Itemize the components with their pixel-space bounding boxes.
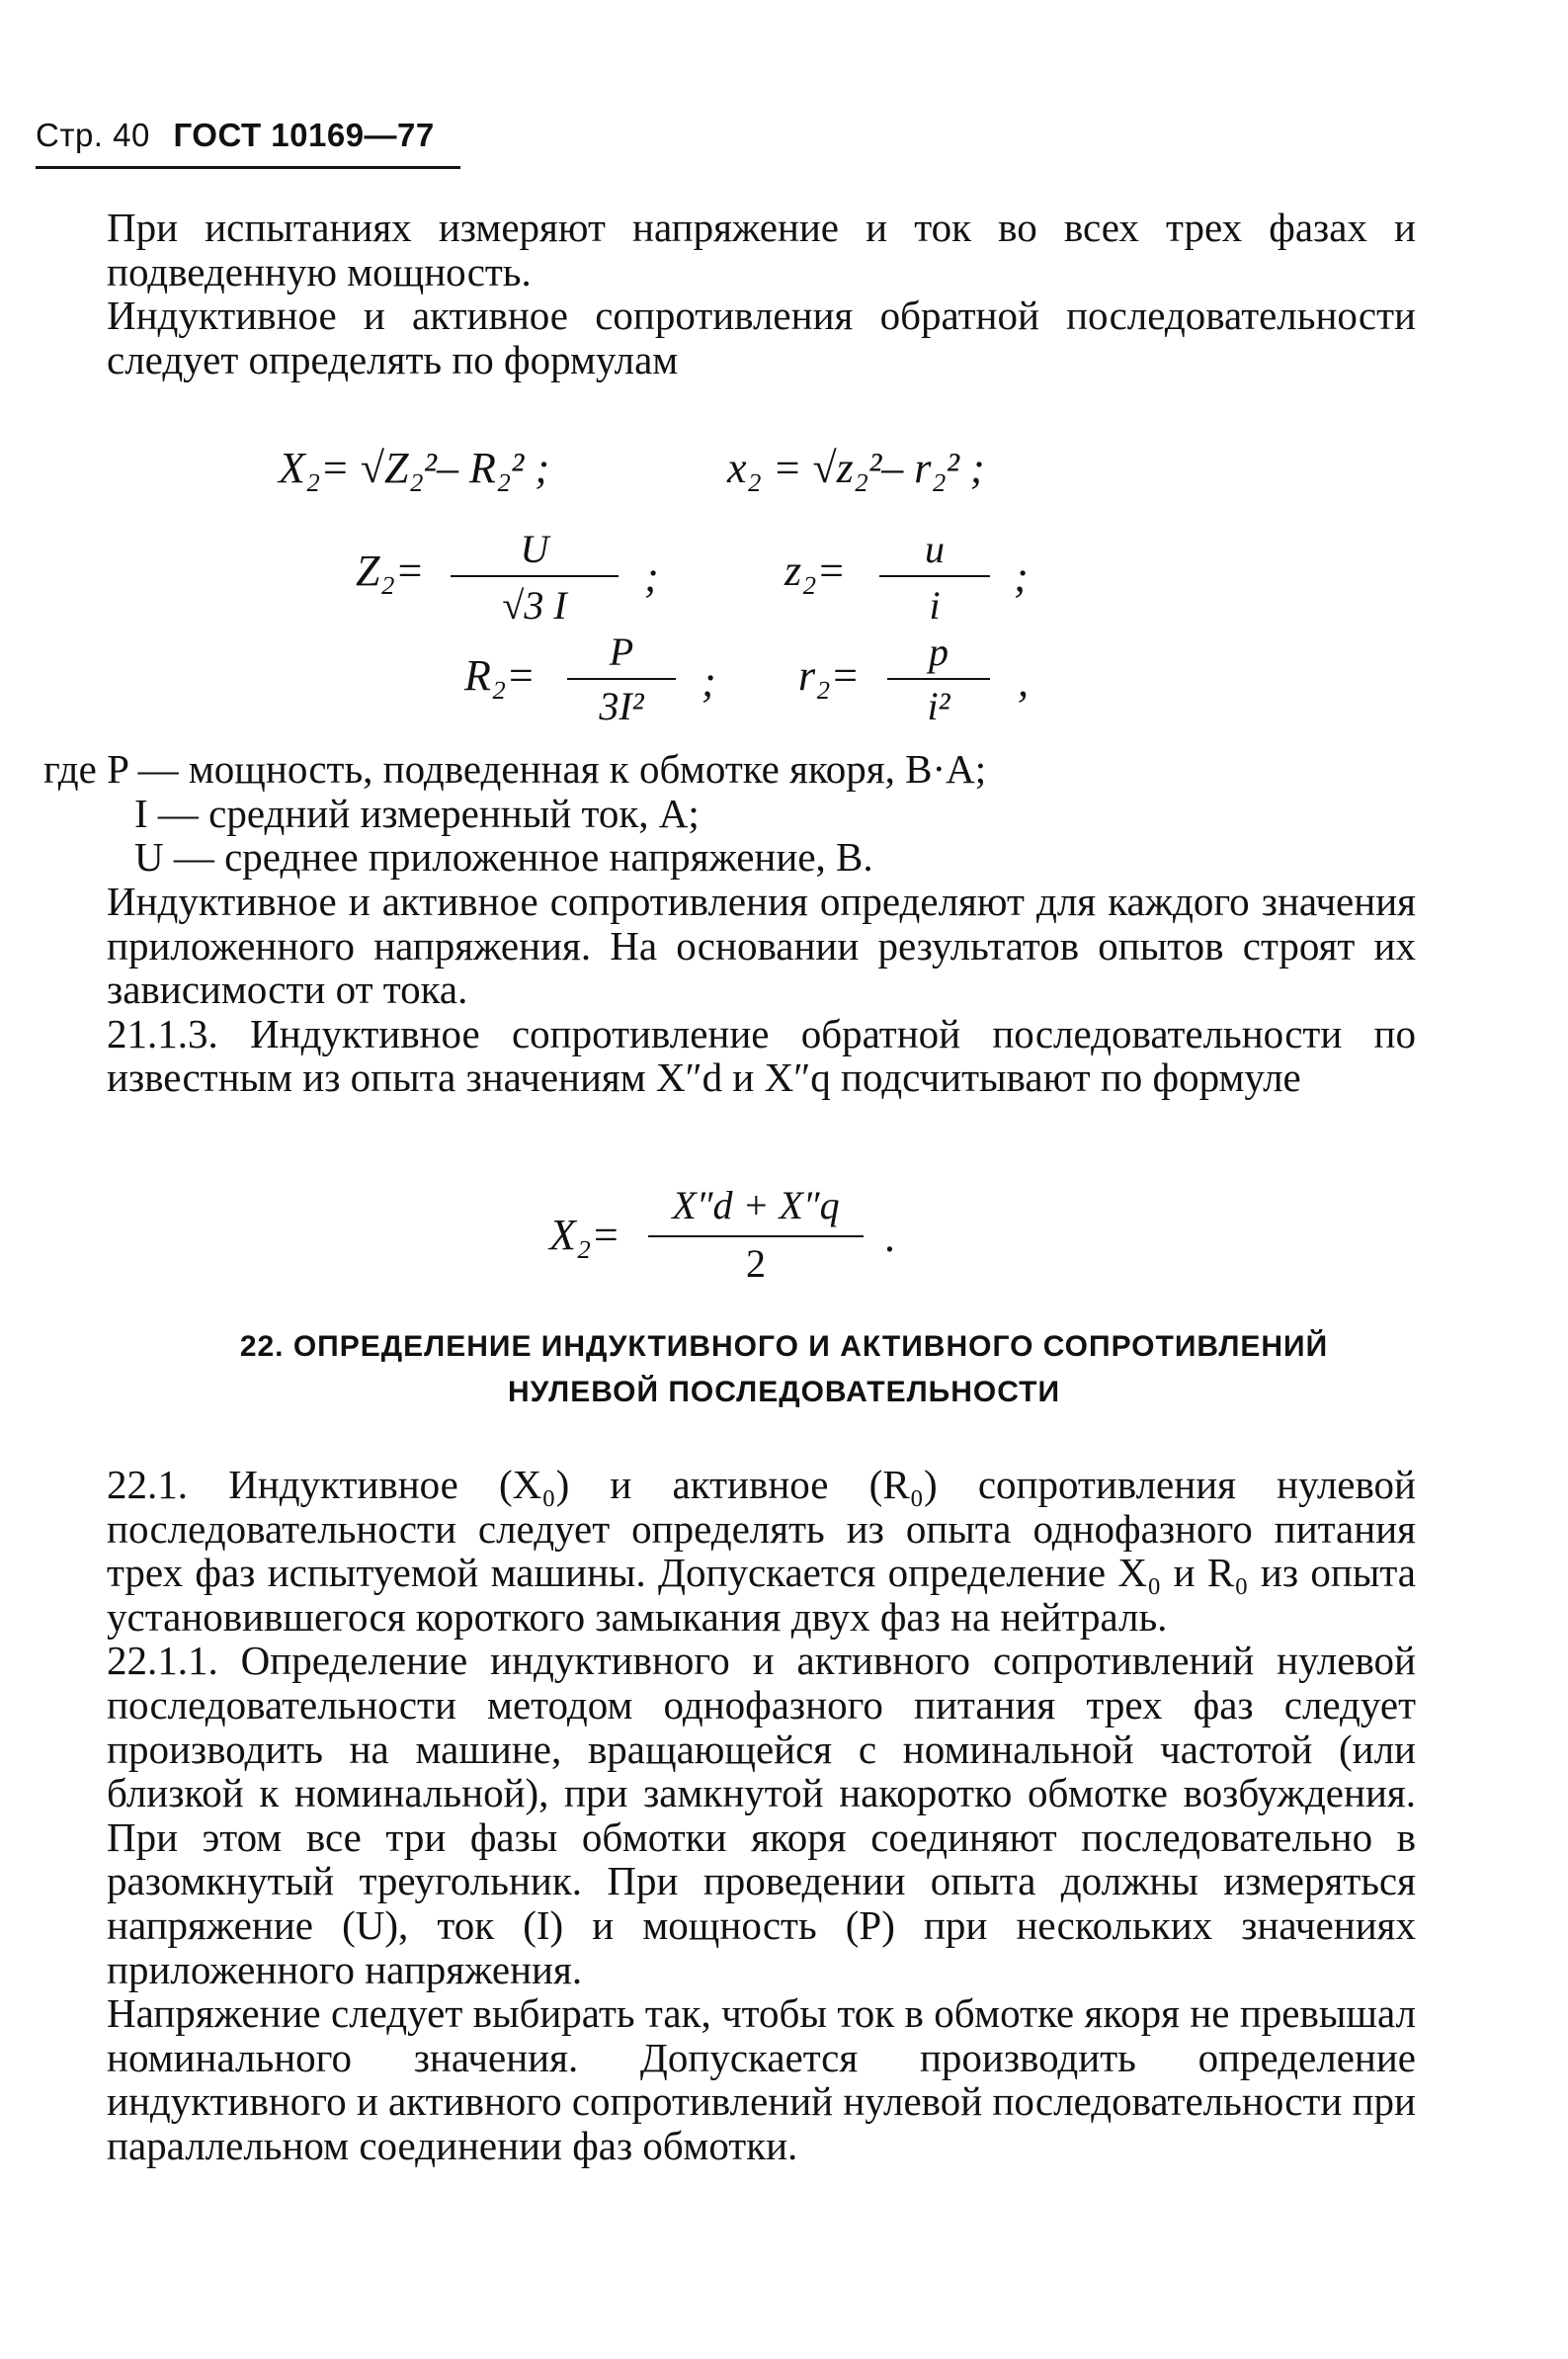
formula-Z2-fraction — [451, 526, 619, 629]
definition-U: U — среднее приложенное напряжение, В. — [134, 834, 873, 881]
formula-X2b-lhs: X₂= — [549, 1211, 620, 1259]
formula-R2-end: ; — [701, 657, 716, 706]
fraction-denominator: i — [929, 583, 941, 628]
formula-z2-end: ; — [1014, 552, 1029, 601]
fraction-denominator: 2 — [746, 1241, 766, 1286]
formula-x2: x₂ = √z₂²– r₂² ; — [727, 444, 985, 492]
formula-X2: X₂= √Z₂²– R₂² ; — [279, 444, 549, 492]
formula-R2-fraction — [567, 629, 676, 729]
paragraph: При испытаниях измеряют напряжение и ток во всех трех фазах и подведенную мощность. — [107, 205, 1416, 295]
fraction-bar — [648, 1235, 864, 1237]
paragraph: 22.1. Индуктивное (X₀) и активное (R₀) сопротивления нулевой последовательности следует определять из опыта однофазного питания трех фаз испытуемой машины. Допускается определение X₀ и R₀ из опыта установившегося короткого замыкания двух фаз на нейтраль. — [107, 1462, 1416, 1640]
fraction-denominator: √3 I — [502, 583, 567, 628]
header-rule — [36, 166, 460, 169]
formula-R2-lhs: R₂= — [464, 651, 536, 700]
paragraph: 22.1.1. Определение индуктивного и активного сопротивлений нулевой последовательности методом однофазного питания трех фаз следует производить на машине, вращающейся с номинальной частотой (или близкой к номинальной), при замкнутой накоротко обмотке возбуждения. При этом все три фазы обмотки якоря соединяют последовательно в разомкнутый треугольник. При проведении опыта должны измеряться напряжение (U), ток (I) и мощность (P) при нескольких значениях приложенного напряжения. — [107, 1638, 1416, 1992]
fraction-bar — [451, 575, 619, 577]
section-title-line: НУЛЕВОЙ ПОСЛЕДОВАТЕЛЬНОСТИ — [507, 1376, 1061, 1408]
fraction-numerator: p — [929, 630, 949, 674]
fraction-denominator: i² — [927, 684, 950, 728]
section-body — [107, 1463, 1416, 2168]
fraction-bar — [567, 678, 676, 680]
page-number: Стр. 40 — [36, 117, 150, 153]
standard-number: ГОСТ 10169—77 — [173, 117, 435, 153]
definition-P: где P — мощность, подведенная к обмотке якоря, В·А; — [43, 746, 987, 792]
fraction-bar — [879, 575, 990, 577]
fraction-numerator: U — [520, 527, 549, 571]
formula-Z2-lhs: Z₂= — [356, 547, 425, 595]
formula-r2-end: , — [1018, 657, 1029, 706]
paragraph: Индуктивное и активное сопротивления обратной последовательности следует определять по формулам — [107, 293, 1416, 382]
paragraph: Индуктивное и активное сопротивления определяют для каждого значения приложенного напряжения. На основании результатов опытов строят их зависимости от тока. — [107, 879, 1416, 1013]
intro-block — [107, 206, 1416, 381]
formula-X2b-fraction — [648, 1182, 864, 1287]
formula-Z2-end: ; — [644, 552, 659, 601]
fraction-denominator: 3I² — [599, 684, 644, 728]
results-block — [107, 880, 1416, 1100]
section-title — [0, 1324, 1568, 1415]
formula-X2b-end: . — [885, 1213, 896, 1261]
variable-definitions — [43, 747, 986, 880]
page-header — [36, 117, 435, 154]
fraction-numerator: X″d + X″q — [672, 1183, 840, 1227]
formula-r2-lhs: r₂= — [798, 651, 861, 700]
formula-z2-fraction — [879, 526, 990, 629]
fraction-bar — [887, 678, 990, 680]
formula-r2-fraction — [887, 629, 990, 729]
definition-I: I — средний измеренный ток, А; — [134, 790, 700, 836]
fraction-numerator: u — [925, 527, 945, 571]
paragraph: 21.1.3. Индуктивное сопротивление обратной последовательности по известным из опыта значениям X″d и X″q подсчитывают по формуле — [107, 1010, 1416, 1101]
section-title-line: 22. ОПРЕДЕЛЕНИЕ ИНДУКТИВНОГО И АКТИВНОГО СОПРОТИВЛЕНИЙ — [239, 1330, 1329, 1363]
fraction-numerator: P — [609, 630, 634, 674]
formula-z2-lhs: z₂= — [784, 547, 847, 595]
paragraph: Напряжение следует выбирать так, чтобы ток в обмотке якоря не превышал номинального значения. Допускается производить определение индуктивного и активного сопротивлений нулевой последовательности при параллельном соединении фаз обмотки. — [107, 1990, 1416, 2168]
